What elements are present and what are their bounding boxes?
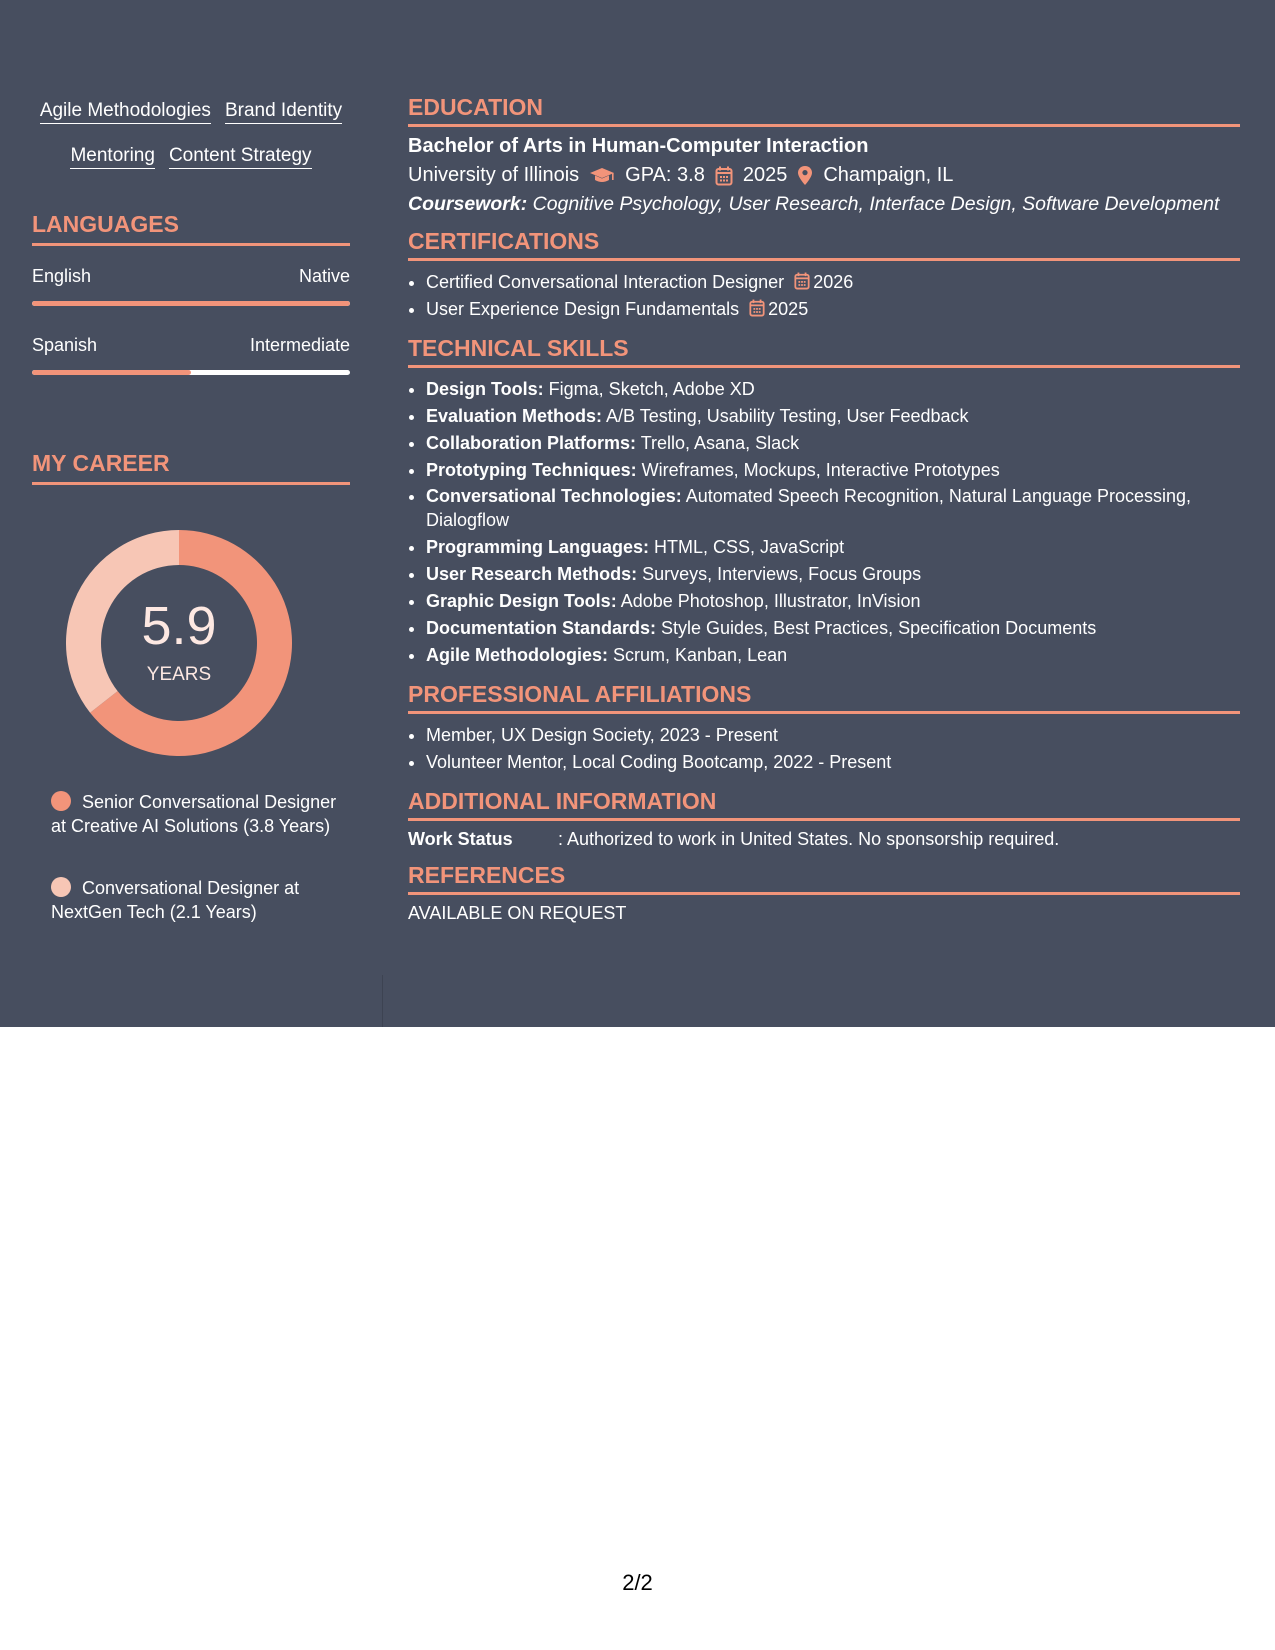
legend-label: Conversational Designer at NextGen Tech (2.1 Years): [51, 878, 300, 922]
skill-values: Adobe Photoshop, Illustrator, InVision: [616, 591, 921, 611]
language-bar-fill: [32, 301, 350, 306]
page-number: 2/2: [622, 1570, 653, 1595]
legend-dot: [51, 877, 71, 897]
certifications-list: [408, 269, 1240, 323]
list-item: • Member, UX Design Society, 2023 - Present: [426, 722, 1240, 749]
calendar-icon: [794, 272, 810, 290]
coursework-list: Cognitive Psychology, User Research, Interface Design, Software Development: [527, 193, 1220, 215]
calendar-icon: [749, 299, 765, 317]
skill-category: Documentation Standards:: [426, 618, 657, 638]
career-legend-item: [51, 790, 341, 838]
affiliations-section: [408, 681, 1240, 776]
certification-name: Certified Conversational Interaction Designer: [426, 272, 785, 292]
work-status-label: Work Status: [408, 829, 513, 849]
references-section: [408, 862, 1240, 924]
list-item: [426, 484, 1240, 532]
skill-category: Graphic Design Tools:: [426, 591, 617, 611]
skill-category: Programming Languages:: [426, 537, 650, 557]
section-heading: REFERENCES: [408, 862, 1240, 895]
language-spanish: [32, 335, 350, 375]
skill-tag: Brand Identity: [225, 100, 342, 124]
list-item: [426, 615, 1240, 642]
list-item: [426, 376, 1240, 403]
career-legend-item: [51, 876, 341, 924]
skill-category: User Research Methods:: [426, 564, 638, 584]
graduation-cap-icon: [589, 167, 615, 185]
skills-list: [408, 376, 1240, 669]
section-heading: CERTIFICATIONS: [408, 228, 1240, 261]
skill-values: Surveys, Interviews, Focus Groups: [637, 564, 922, 584]
career-heading: MY CAREER: [32, 450, 350, 485]
career-total: 5.9: [141, 596, 217, 656]
technical-skills-section: [408, 335, 1240, 669]
graduation-year: 2025: [742, 164, 788, 186]
calendar-icon: [715, 166, 733, 186]
certification-year: 2025: [768, 299, 809, 319]
section-heading: PROFESSIONAL AFFILIATIONS: [408, 681, 1240, 714]
gpa: GPA: 3.8: [625, 164, 705, 186]
education-section: [408, 94, 1240, 216]
list-item: [426, 430, 1240, 457]
education-details: [408, 164, 1240, 187]
skill-tag: Content Strategy: [169, 145, 312, 169]
sidebar: [0, 0, 382, 1027]
language-name: English: [32, 266, 92, 286]
legend-dot: [51, 791, 71, 811]
language-bar-fill: [32, 370, 191, 375]
legend-label: Senior Conversational Designer at Creative AI Solutions (3.8 Years): [51, 792, 337, 836]
list-item: [426, 296, 1240, 323]
list-item: [426, 588, 1240, 615]
school-name: University of Illinois: [408, 164, 580, 186]
certification-year: 2026: [813, 272, 854, 292]
main-content: [408, 94, 1240, 936]
skill-tags: [32, 88, 350, 178]
skill-values: Trello, Asana, Slack: [636, 433, 800, 453]
certification-name: User Experience Design Fundamentals: [426, 299, 740, 319]
degree-title: Bachelor of Arts in Human-Computer Interaction: [408, 135, 869, 157]
work-status-value: : Authorized to work in United States. No sponsorship required.: [558, 829, 1060, 849]
career-unit: YEARS: [146, 664, 212, 685]
work-status: [408, 829, 1240, 850]
language-level: Intermediate: [249, 335, 350, 355]
affiliations-list: [408, 722, 1240, 776]
skill-category: Design Tools:: [426, 379, 544, 399]
skill-category: Evaluation Methods:: [426, 406, 603, 426]
skill-tag: Agile Methodologies: [40, 100, 211, 124]
language-level: Native: [298, 266, 350, 286]
list-item: [426, 269, 1240, 296]
location-pin-icon: [797, 165, 813, 186]
additional-information-section: [408, 788, 1240, 850]
skill-values: A/B Testing, Usability Testing, User Feedback: [602, 406, 969, 426]
coursework-label: Coursework:: [408, 193, 528, 215]
language-bar: [32, 301, 350, 306]
language-bar: [32, 370, 350, 375]
skill-values: Figma, Sketch, Adobe XD: [543, 379, 755, 399]
list-item: [426, 642, 1240, 669]
skill-values: Scrum, Kanban, Lean: [608, 645, 788, 665]
references-text: AVAILABLE ON REQUEST: [408, 903, 627, 923]
list-item: • Volunteer Mentor, Local Coding Bootcamp, 2022 - Present: [426, 749, 1240, 776]
section-heading: TECHNICAL SKILLS: [408, 335, 1240, 368]
certifications-section: [408, 228, 1240, 323]
column-divider: [382, 975, 383, 1027]
skill-category: Prototyping Techniques:: [426, 460, 637, 480]
coursework: [408, 193, 1240, 216]
languages-heading: LANGUAGES: [32, 211, 350, 246]
list-item: [426, 534, 1240, 561]
school-location: Champaign, IL: [823, 164, 954, 186]
list-item: [426, 457, 1240, 484]
skill-tag: Mentoring: [70, 145, 155, 169]
skill-category: Collaboration Platforms:: [426, 433, 637, 453]
section-heading: ADDITIONAL INFORMATION: [408, 788, 1240, 821]
skill-values: Automated Speech Recognition, Natural Language Processing, Dialogflow: [426, 486, 1192, 530]
section-heading: EDUCATION: [408, 94, 1240, 127]
skill-category: Agile Methodologies:: [426, 645, 608, 665]
skill-values: Style Guides, Best Practices, Specification Documents: [656, 618, 1097, 638]
skill-category: Conversational Technologies:: [426, 486, 682, 506]
language-name: Spanish: [32, 335, 98, 355]
skill-values: Wireframes, Mockups, Interactive Prototypes: [636, 460, 1000, 480]
list-item: [426, 403, 1240, 430]
language-english: [32, 266, 350, 306]
skill-values: HTML, CSS, JavaScript: [649, 537, 845, 557]
list-item: [426, 561, 1240, 588]
